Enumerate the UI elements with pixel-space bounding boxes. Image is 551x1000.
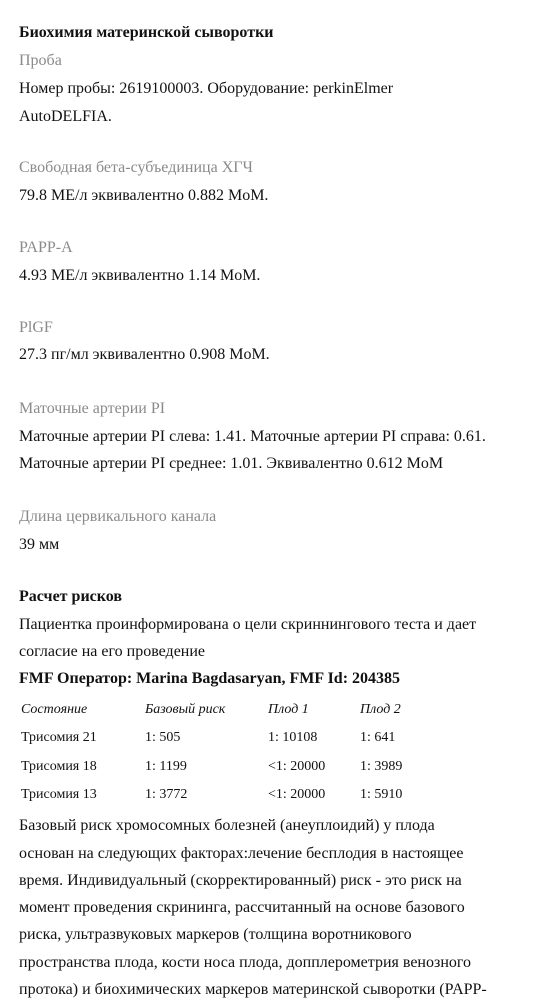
row-t21-condition: Трисомия 21 bbox=[21, 730, 97, 745]
explanation-line: время. Индивидуальный (скорректированный) риск - это риск на bbox=[19, 872, 462, 889]
row-t13-condition: Трисомия 13 bbox=[21, 787, 97, 802]
row-t21-fetus1: 1: 10108 bbox=[268, 730, 318, 745]
uterine-label: Маточные артерии PI bbox=[19, 400, 166, 417]
explanation-line: основан на следующих факторах:лечение бесплодия в настоящее bbox=[19, 845, 464, 862]
row-t13-fetus1: <1: 20000 bbox=[268, 787, 326, 802]
risk-title: Расчет рисков bbox=[19, 588, 123, 605]
row-t18-fetus1: <1: 20000 bbox=[268, 759, 326, 774]
plgf-label: PlGF bbox=[19, 319, 53, 336]
row-t13-fetus2: 1: 5910 bbox=[360, 787, 403, 802]
row-t18-condition: Трисомия 18 bbox=[21, 759, 97, 774]
row-t18-fetus2: 1: 3989 bbox=[360, 759, 403, 774]
sample-label: Проба bbox=[19, 52, 62, 69]
cervix-value: 39 мм bbox=[19, 536, 60, 553]
explanation-line: Базовый риск хромосомных болезней (анеуплоидий) у плода bbox=[19, 817, 435, 834]
header-condition: Состояние bbox=[21, 702, 88, 717]
header-fetus-1: Плод 1 bbox=[268, 702, 309, 717]
hcg-value: 79.8 МЕ/л эквивалентно 0.882 MoM. bbox=[19, 187, 269, 204]
explanation-line: протока) и биохимических маркеров материнской сыворотки (PAPP- bbox=[19, 981, 487, 998]
biochem-title: Биохимия материнской сыворотки bbox=[19, 24, 274, 41]
header-fetus-2: Плод 2 bbox=[360, 702, 401, 717]
explanation-line: момент проведения скрининга, рассчитанный на основе базового bbox=[19, 899, 465, 916]
consent-line1: Пациентка проинформирована о цели скриннингового теста и дает bbox=[19, 616, 477, 633]
row-t21-fetus2: 1: 641 bbox=[360, 730, 396, 745]
header-base-risk: Базовый риск bbox=[145, 702, 226, 717]
explanation-line: риска, ультразвуковых маркеров (толщина воротникового bbox=[19, 926, 412, 943]
consent-line2: согласие на его проведение bbox=[19, 643, 206, 660]
row-t13-base: 1: 3772 bbox=[145, 787, 188, 802]
pappa-value: 4.93 МЕ/л эквивалентно 1.14 MoM. bbox=[19, 267, 261, 284]
uterine-value-line1: Маточные артерии PI слева: 1.41. Маточные артерии PI справа: 0.61. bbox=[19, 428, 486, 445]
pappa-label: PAPP-A bbox=[19, 239, 73, 256]
sample-value-line1: Номер пробы: 2619100003. Оборудование: perkinElmer bbox=[19, 80, 394, 97]
uterine-value-line2: Маточные артерии PI среднее: 1.01. Эквивалентно 0.612 MoM bbox=[19, 455, 444, 472]
explanation-line: пространства плода, кости носа плода, допплерометрия венозного bbox=[19, 954, 472, 971]
hcg-label: Свободная бета-субъединица ХГЧ bbox=[19, 159, 253, 176]
row-t21-base: 1: 505 bbox=[145, 730, 181, 745]
fmf-operator: FMF Оператор: Marina Bagdasaryan, FMF Id: 204385 bbox=[19, 670, 401, 687]
sample-value-line2: AutoDELFIA. bbox=[19, 108, 112, 125]
plgf-value: 27.3 пг/мл эквивалентно 0.908 MoM. bbox=[19, 346, 270, 363]
cervix-label: Длина цервикального канала bbox=[19, 508, 217, 525]
row-t18-base: 1: 1199 bbox=[145, 759, 187, 774]
